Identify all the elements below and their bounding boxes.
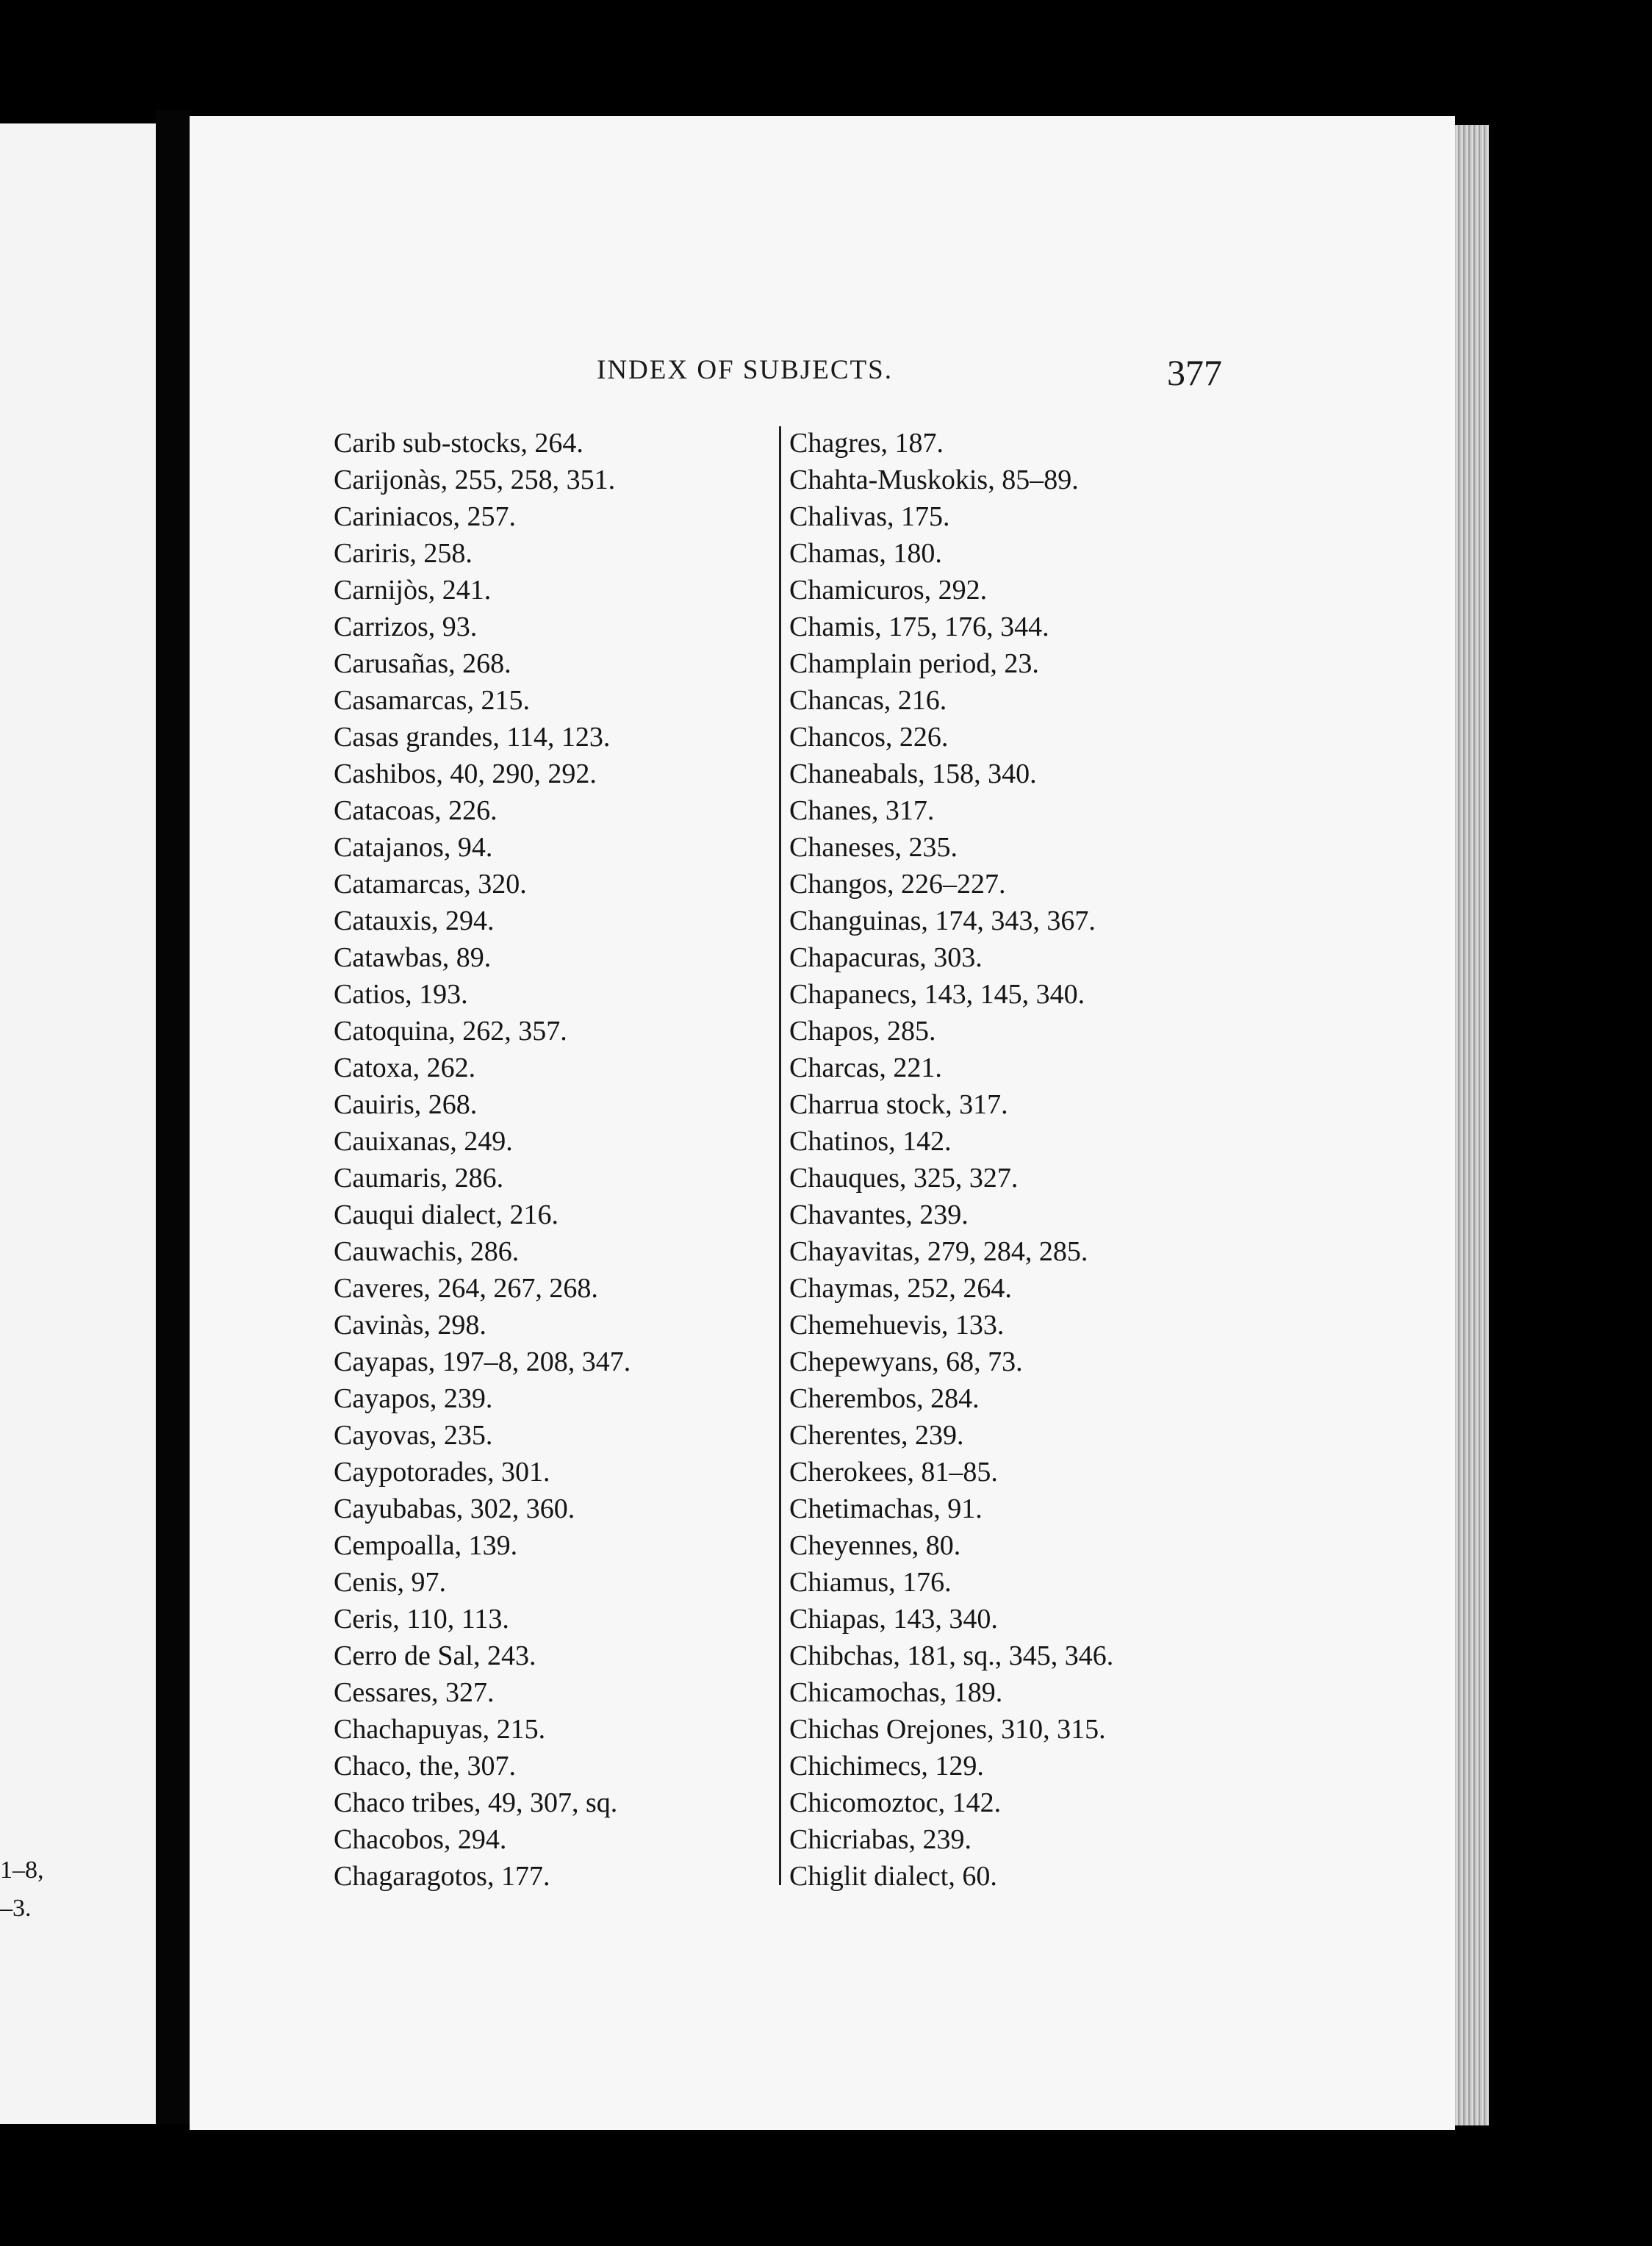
index-entry: Cenis, 97. [334, 1567, 447, 1598]
index-entry: Chamis, 175, 176, 344. [789, 611, 1049, 642]
index-entry: Casamarcas, 215. [334, 685, 530, 716]
index-entry: Chapos, 285. [789, 1016, 936, 1047]
index-entry: Chaco, the, 307. [334, 1751, 517, 1782]
index-entry: Chaneses, 235. [789, 832, 958, 863]
index-entry: Chicriabas, 239. [789, 1824, 972, 1855]
index-entry: Catoxa, 262. [334, 1052, 476, 1083]
index-entry: Cauwachis, 286. [334, 1236, 520, 1267]
index-entry: Chibchas, 181, sq., 345, 346. [789, 1640, 1114, 1671]
index-entry: Chapacuras, 303. [789, 942, 983, 973]
index-entry: Chaco tribes, 49, 307, sq. [334, 1787, 618, 1818]
index-entry: Catios, 193. [334, 979, 468, 1010]
index-entry: Cayovas, 235. [334, 1420, 493, 1451]
index-entry: Chagaragotos, 177. [334, 1861, 550, 1892]
index-entry: Chachapuyas, 215. [334, 1714, 546, 1745]
index-entry: Champlain period, 23. [789, 648, 1039, 679]
index-entry: Catauxis, 294. [334, 905, 495, 936]
index-left-column [334, 425, 775, 1895]
index-entry: Catamarcas, 320. [334, 869, 527, 900]
index-entry: Carib sub-stocks, 264. [334, 428, 583, 459]
index-entry: Caveres, 264, 267, 268. [334, 1273, 598, 1304]
index-entry: Chayavitas, 279, 284, 285. [789, 1236, 1088, 1267]
index-entry: Chichimecs, 129. [789, 1751, 984, 1782]
index-entry: Cavinàs, 298. [334, 1310, 486, 1341]
index-entry: Chiamus, 176. [789, 1567, 952, 1598]
index-entry: Cherokees, 81–85. [789, 1457, 998, 1488]
left-margin-fragment: –3. [0, 1895, 32, 1922]
index-entry: Chaymas, 252, 264. [789, 1273, 1012, 1304]
index-entry: Chichas Orejones, 310, 315. [789, 1714, 1106, 1745]
index-entry: Cariris, 258. [334, 538, 473, 569]
index-entry: Carusañas, 268. [334, 648, 511, 679]
index-entry: Chahta-Muskokis, 85–89. [789, 464, 1079, 495]
index-entry: Chicomoztoc, 142. [789, 1787, 1002, 1818]
index-entry: Charrua stock, 317. [789, 1089, 1008, 1120]
index-entry: Chavantes, 239. [789, 1199, 969, 1230]
book-gutter [156, 110, 191, 2124]
index-entry: Chapanecs, 143, 145, 340. [789, 979, 1085, 1010]
index-entry: Chalivas, 175. [789, 501, 950, 532]
index-entry: Chacobos, 294. [334, 1824, 507, 1855]
index-entry: Casas grandes, 114, 123. [334, 722, 611, 753]
page-edges [1455, 125, 1489, 2125]
index-entry: Cheyennes, 80. [789, 1530, 961, 1561]
index-entry: Cayapas, 197–8, 208, 347. [334, 1346, 631, 1377]
index-entry: Cauiris, 268. [334, 1089, 478, 1120]
left-margin-fragment: 1–8, [0, 1856, 44, 1884]
index-entry: Chamas, 180. [789, 538, 942, 569]
running-head: INDEX OF SUBJECTS. [597, 355, 893, 385]
index-entry: Chancos, 226. [789, 722, 949, 753]
index-entry: Changuinas, 174, 343, 367. [789, 905, 1096, 936]
index-entry: Catacoas, 226. [334, 795, 498, 826]
index-entry: Chetimachas, 91. [789, 1493, 983, 1524]
index-entry: Catajanos, 94. [334, 832, 493, 863]
index-entry: Chaneabals, 158, 340. [789, 758, 1037, 789]
index-entry: Chicamochas, 189. [789, 1677, 1003, 1708]
index-entry: Chancas, 216. [789, 685, 947, 716]
index-entry: Chiglit dialect, 60. [789, 1861, 997, 1892]
index-entry: Chatinos, 142. [789, 1126, 952, 1157]
index-entry: Cherentes, 239. [789, 1420, 964, 1451]
index-entry: Cashibos, 40, 290, 292. [334, 758, 597, 789]
index-entry: Caypotorades, 301. [334, 1457, 550, 1488]
index-right-column [789, 425, 1304, 1895]
index-entry: Cherembos, 284. [789, 1383, 980, 1414]
index-entry: Changos, 226–227. [789, 869, 1006, 900]
index-entry: Ceris, 110, 113. [334, 1604, 509, 1635]
index-entry: Carrizos, 93. [334, 611, 478, 642]
index-entry: Catawbas, 89. [334, 942, 492, 973]
index-entry: Cayapos, 239. [334, 1383, 493, 1414]
index-entry: Charcas, 221. [789, 1052, 942, 1083]
column-rule [779, 426, 781, 1885]
index-entry: Cayubabas, 302, 360. [334, 1493, 575, 1524]
index-entry: Cempoalla, 139. [334, 1530, 518, 1561]
index-entry: Caumaris, 286. [334, 1163, 504, 1194]
index-entry: Chagres, 187. [789, 428, 944, 459]
index-entry: Chamicuros, 292. [789, 575, 988, 606]
index-entry: Carijonàs, 255, 258, 351. [334, 464, 616, 495]
index-entry: Cariniacos, 257. [334, 501, 517, 532]
page-number: 377 [1167, 352, 1222, 393]
index-entry: Chiapas, 143, 340. [789, 1604, 998, 1635]
index-entry: Catoquina, 262, 357. [334, 1016, 567, 1047]
index-entry: Chemehuevis, 133. [789, 1310, 1005, 1341]
left-page [0, 123, 156, 2124]
index-entry: Cauixanas, 249. [334, 1126, 513, 1157]
index-entry: Chepewyans, 68, 73. [789, 1346, 1023, 1377]
index-entry: Chauques, 325, 327. [789, 1163, 1019, 1194]
index-entry: Chanes, 317. [789, 795, 935, 826]
index-entry: Cessares, 327. [334, 1677, 495, 1708]
index-entry: Carnijòs, 241. [334, 575, 492, 606]
index-entry: Cerro de Sal, 243. [334, 1640, 536, 1671]
index-entry: Cauqui dialect, 216. [334, 1199, 559, 1230]
